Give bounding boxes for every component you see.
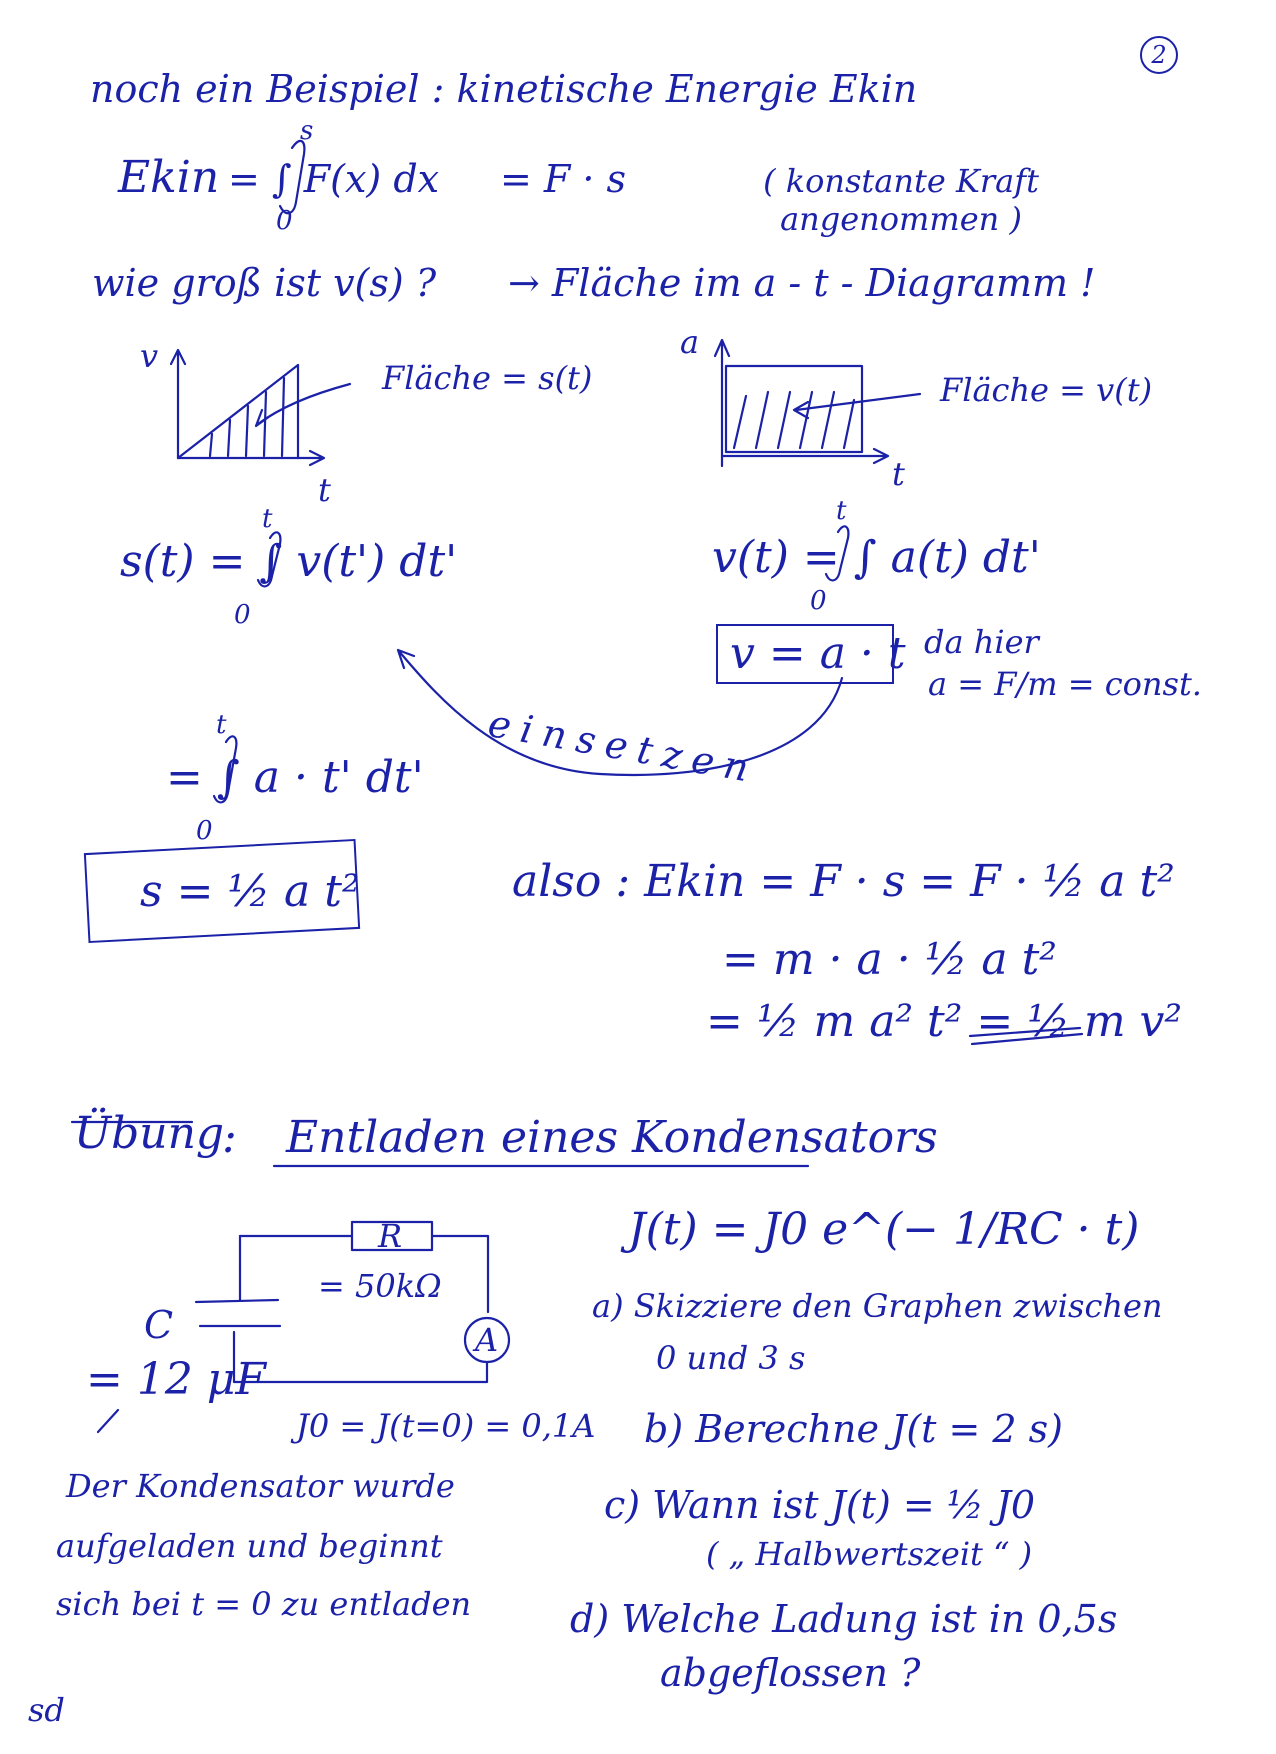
s-integral-lower: 0	[234, 600, 251, 630]
v-axis-label: v	[140, 337, 159, 375]
capacitor-plate-top	[196, 1300, 278, 1302]
a-t-graph	[715, 340, 920, 466]
note-line-1: Der Kondensator wurde	[66, 1467, 455, 1505]
t-axis-left	[178, 451, 324, 465]
task-c-line1: c) Wann ist J(t) = ½ J0	[604, 1483, 1036, 1527]
task-b: b) Berechne J(t = 2 s)	[644, 1407, 1064, 1451]
page-number: 2	[1140, 36, 1178, 74]
uebung-heading: Übung	[74, 1108, 225, 1159]
task-d-line1: d) Welche Ladung ist in 0,5s	[570, 1597, 1118, 1641]
a-constant: a = F/m = const.	[928, 665, 1202, 703]
v-integral-lower: 0	[810, 586, 827, 616]
at-integral-upper: t	[216, 710, 227, 740]
velocity-question: wie groß ist v(s) ?	[92, 261, 437, 305]
v-of-t-integral: v(t) = ∫ a(t) dt'	[712, 532, 1041, 583]
hatching-left	[210, 378, 284, 456]
resistor-label: R	[378, 1217, 403, 1255]
v-line	[178, 365, 298, 458]
note-line-2: aufgeladen und beginnt	[56, 1527, 443, 1565]
capacitor-label-line	[98, 1410, 118, 1432]
integral-expression: = ∫ F(x) dx	[228, 157, 440, 201]
task-d-line2: abgeflossen ?	[660, 1651, 921, 1695]
capacitor-label: C	[144, 1303, 174, 1347]
t-axis-label-right: t	[892, 455, 905, 493]
integral-a-t: = ∫ a · t' dt'	[166, 752, 424, 803]
corner-mark: sd	[28, 1691, 65, 1729]
annotation-arrow-left	[256, 384, 350, 426]
current-formula: J(t) = J0 e^(− 1/RC · t)	[628, 1204, 1140, 1255]
area-equals-v: Fläche = v(t)	[940, 371, 1153, 409]
equals-fs: = F · s	[500, 157, 627, 201]
ekin-label: Ekin	[118, 152, 220, 203]
resistor-value: = 50kΩ	[318, 1267, 442, 1305]
v-t-graph	[171, 350, 350, 465]
note-line-3: sich bei t = 0 zu entladen	[56, 1585, 472, 1623]
constant-force-note: ( konstante Kraft angenommen )	[763, 162, 1039, 239]
area-hint: → Fläche im a - t - Diagramm !	[508, 261, 1096, 305]
integral-lower-limit: 0	[276, 206, 293, 236]
t-axis-label-left: t	[318, 471, 331, 509]
v-equals-at: v = a · t	[730, 628, 906, 679]
capacitor-value: = 12 μF	[86, 1354, 266, 1405]
uebung-colon: :	[222, 1112, 237, 1163]
a-axis-label: a	[680, 323, 700, 361]
task-a-line1: a) Skizziere den Graphen zwischen	[592, 1287, 1163, 1325]
wire-right-lower	[234, 1332, 487, 1382]
v-integral-upper: t	[836, 496, 847, 526]
v-axis	[171, 350, 185, 458]
energy-line-2: = m · a · ½ a t²	[722, 934, 1057, 985]
hatching-right	[734, 392, 854, 448]
area-equals-s: Fläche = s(t)	[382, 359, 593, 397]
annotation-arrow-right	[794, 394, 920, 418]
ammeter-label: A	[475, 1321, 499, 1359]
task-a-line2: 0 und 3 s	[656, 1339, 806, 1377]
task-c-line2: ( „ Halbwertszeit “ )	[706, 1535, 1033, 1573]
s-of-t-integral: s(t) = ∫ v(t') dt'	[120, 536, 458, 587]
integral-upper-limit: s	[300, 116, 314, 146]
einsetzen-label: einsetzen	[484, 701, 762, 792]
s-integral-upper: t	[262, 504, 273, 534]
at-integral-lower: 0	[196, 816, 213, 846]
initial-current: J0 = J(t=0) = 0,1A	[296, 1407, 596, 1445]
intro-line: noch ein Beispiel : kinetische Energie Ekin	[90, 67, 918, 111]
energy-line-1: also : Ekin = F · s = F · ½ a t²	[512, 856, 1175, 907]
exercise-title: Entladen eines Kondensators	[286, 1112, 938, 1163]
da-hier: da hier	[924, 623, 1039, 661]
energy-line-3: = ½ m a² t² = ½ m v²	[706, 996, 1183, 1047]
s-equals-half-at2: s = ½ a t²	[140, 866, 360, 917]
